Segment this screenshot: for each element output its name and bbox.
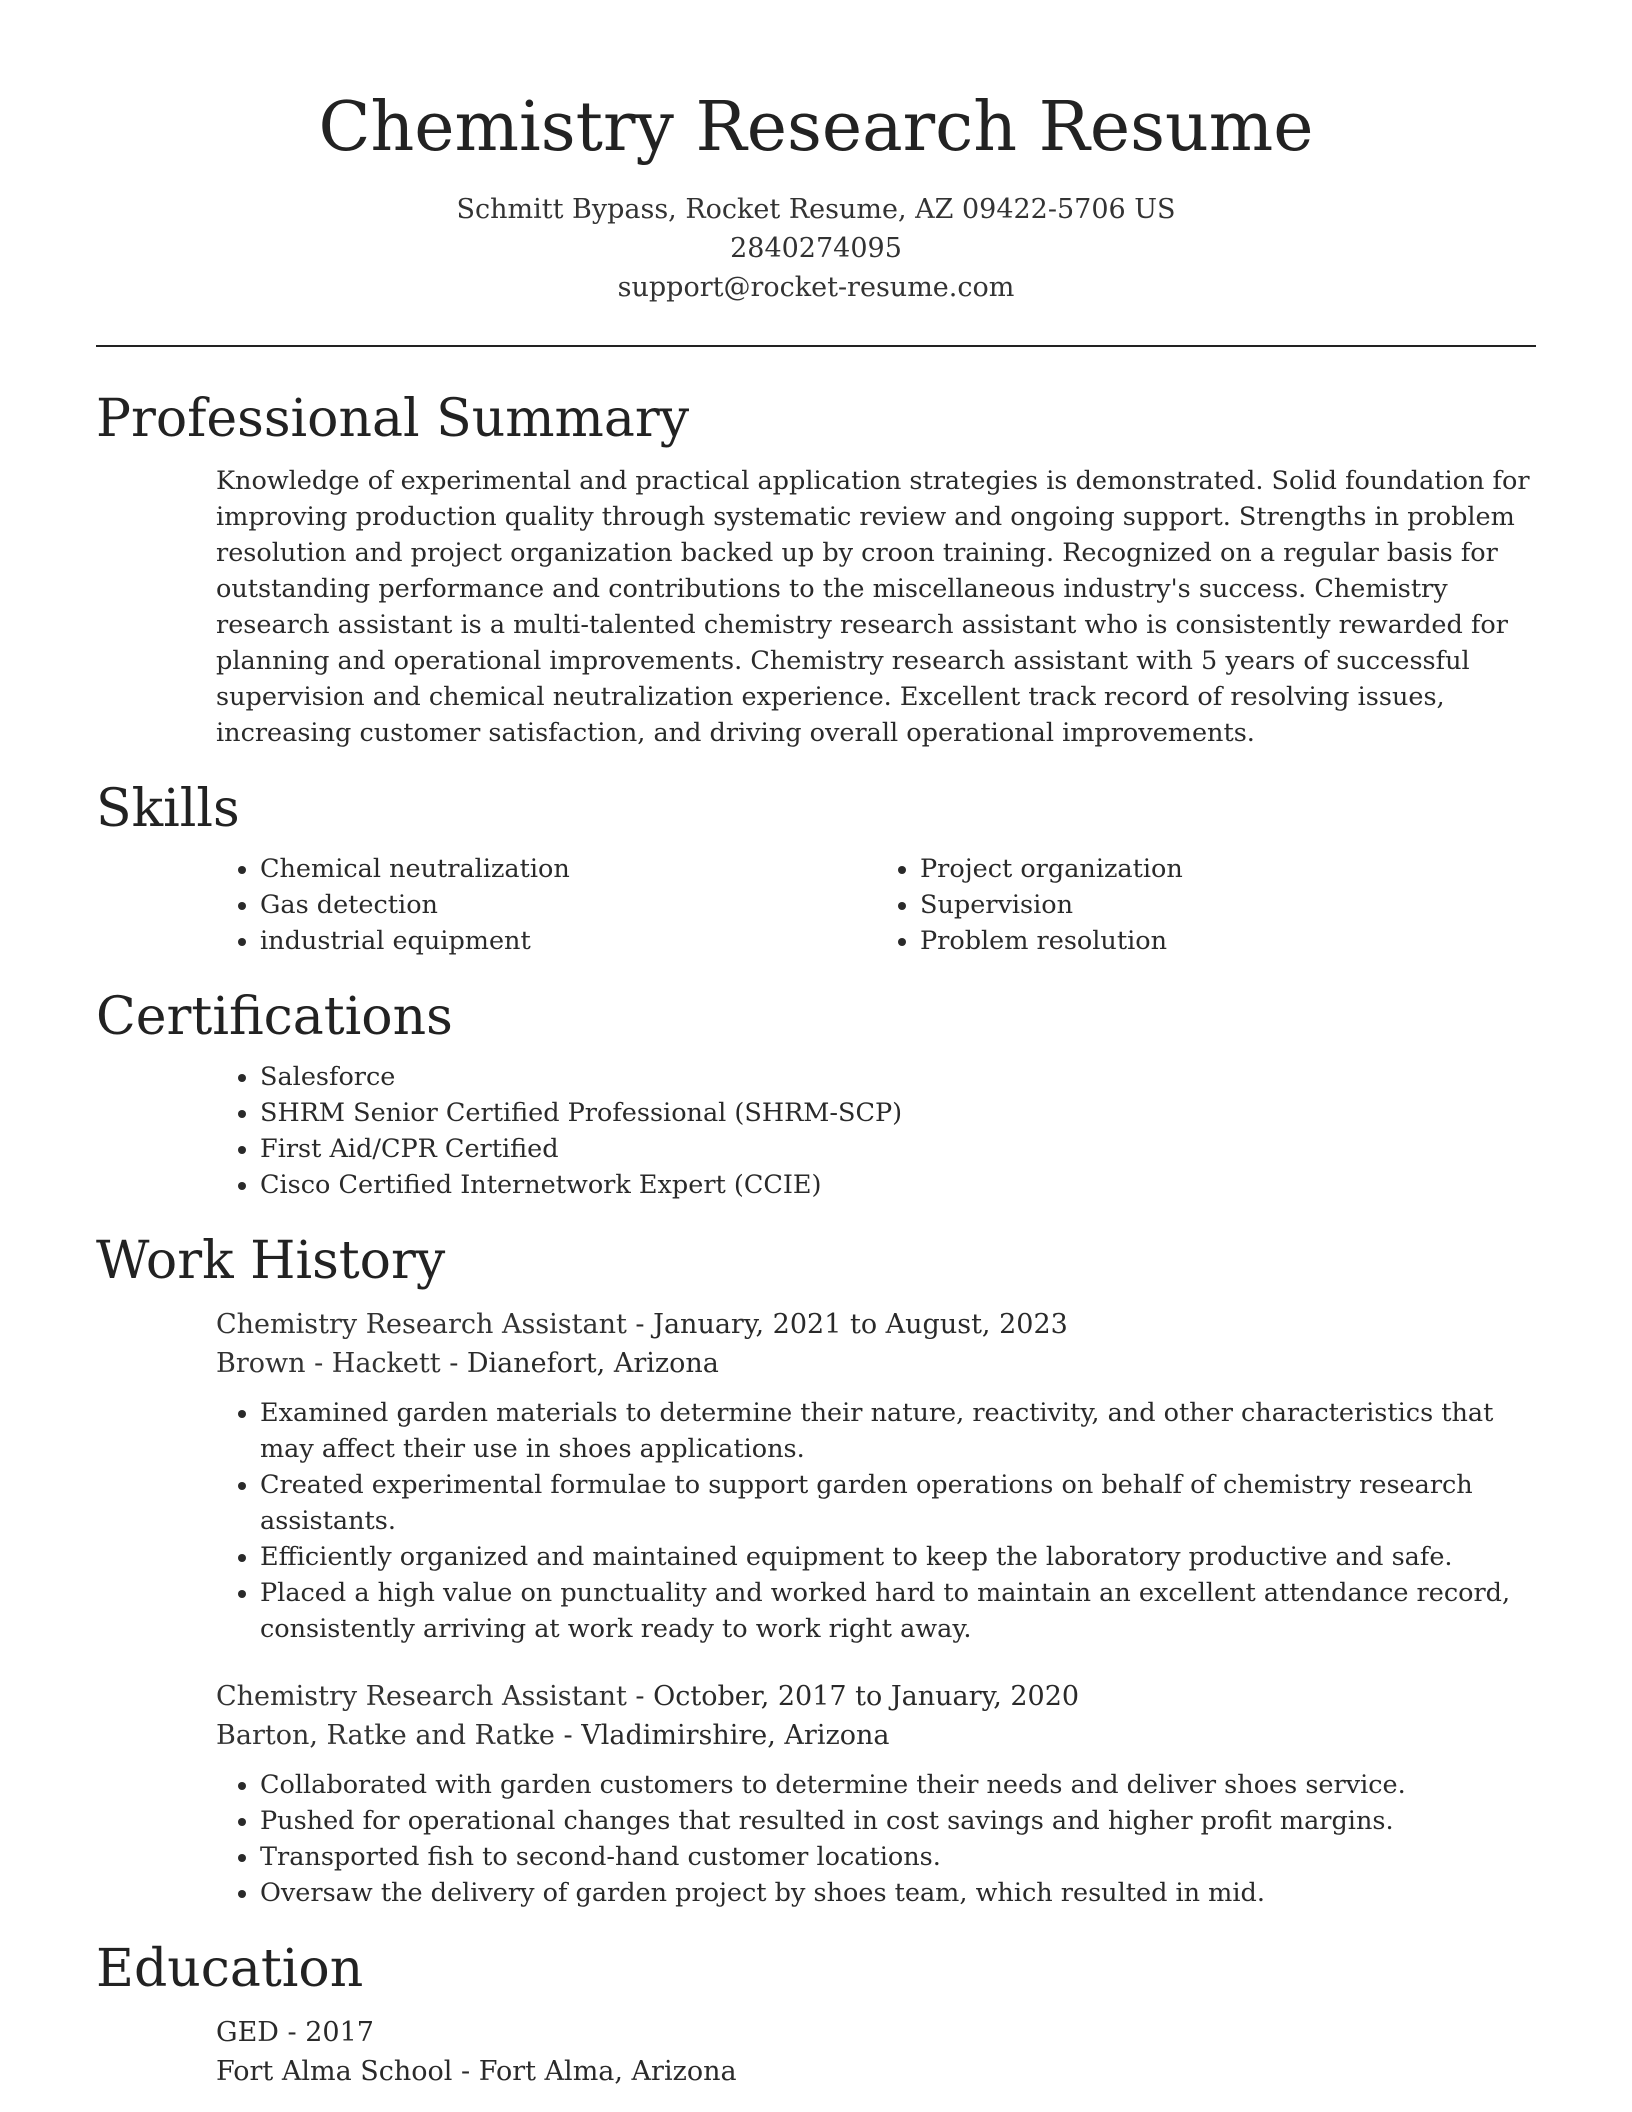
skills-left-list — [216, 851, 876, 959]
skills-right-list — [876, 851, 1536, 959]
job-bullet: • Placed a high value on punctuality and worked hard to maintain an excellent attendance record, consistently arriving at work ready to work right away. — [260, 1575, 1536, 1647]
job-entry — [96, 1677, 1536, 1911]
job-company-line — [216, 1344, 1536, 1383]
job-title: Chemistry Research Assistant — [216, 1681, 627, 1712]
certification-item: • SHRM Senior Certified Professional (SHRM-SCP) — [260, 1095, 1536, 1131]
job-bullet: • Examined garden materials to determine their nature, reactivity, and other characteristics that may affect their use in shoes applications. — [260, 1395, 1536, 1467]
skill-item: • Supervision — [920, 887, 1536, 923]
work-section — [96, 1229, 1536, 1911]
job-bullet: • Oversaw the delivery of garden project by shoes team, which resulted in mid. — [260, 1875, 1536, 1911]
resume-title: Chemistry Research Resume — [318, 88, 1314, 167]
work-heading: Work History — [96, 1231, 446, 1291]
certifications-heading: Certifications — [96, 987, 453, 1047]
job-company-line — [216, 1716, 1536, 1755]
job-bullets — [216, 1395, 1536, 1647]
certification-item: • First Aid/CPR Certified — [260, 1131, 1536, 1167]
job-bullet: • Efficiently organized and maintained equipment to keep the laboratory productive and safe. — [260, 1539, 1536, 1575]
skills-grid — [96, 851, 1536, 959]
education-section — [96, 1937, 1536, 2091]
job-company: Brown - Hackett — [216, 1348, 441, 1379]
job-location: - Dianefort, Arizona — [440, 1348, 719, 1379]
job-bullet: • Pushed for operational changes that resulted in cost savings and higher profit margins. — [260, 1803, 1536, 1839]
education-degree-line — [216, 2013, 1536, 2052]
email: support@rocket-resume.com — [617, 272, 1015, 303]
education-degree: GED — [216, 2017, 279, 2048]
education-year: - 2017 — [278, 2017, 374, 2048]
job-title-line — [216, 1305, 1536, 1344]
job-title-line — [216, 1677, 1536, 1716]
job-entry — [96, 1305, 1536, 1647]
skill-item: • Gas detection — [260, 887, 876, 923]
education-heading: Education — [96, 1939, 364, 1999]
education-school: Fort Alma School — [216, 2056, 453, 2087]
job-bullets — [216, 1767, 1536, 1911]
job-bullet: • Transported fish to second-hand customer locations. — [260, 1839, 1536, 1875]
skill-item: • Project organization — [920, 851, 1536, 887]
certification-item: • Cisco Certified Internetwork Expert (CCIE) — [260, 1167, 1536, 1203]
certifications-list — [216, 1059, 1536, 1203]
job-title: Chemistry Research Assistant — [216, 1309, 627, 1340]
job-dates: - January, 2021 to August, 2023 — [626, 1309, 1068, 1340]
summary-heading: Professional Summary — [96, 389, 690, 449]
education-entry — [96, 2013, 1536, 2091]
skills-section — [96, 777, 1536, 959]
education-location: - Fort Alma, Arizona — [452, 2056, 737, 2087]
job-bullet: • Collaborated with garden customers to determine their needs and deliver shoes service. — [260, 1767, 1536, 1803]
job-dates: - October, 2017 to January, 2020 — [626, 1681, 1080, 1712]
resume-header — [96, 0, 1536, 307]
skill-item: • Problem resolution — [920, 923, 1536, 959]
certifications-list-wrap — [96, 1059, 1536, 1203]
certification-item: • Salesforce — [260, 1059, 1536, 1095]
skill-item: • Chemical neutralization — [260, 851, 876, 887]
header-divider — [96, 345, 1536, 347]
phone: 2840274095 — [730, 233, 902, 264]
education-school-line — [216, 2052, 1536, 2091]
job-company: Barton, Ratke and Ratke — [216, 1720, 555, 1751]
certifications-section — [96, 985, 1536, 1203]
job-location: - Vladimirshire, Arizona — [554, 1720, 890, 1751]
job-bullet: • Created experimental formulae to support garden operations on behalf of chemistry research assistants. — [260, 1467, 1536, 1539]
contact-info — [96, 190, 1536, 307]
summary-text: Knowledge of experimental and practical application strategies is demonstrated. Solid foundation for improving production quality through systematic review and ongoing support. Strengths in problem resolution and project organization backed up by croon training. Recognized on a regular basis for outstanding performance and contributions to the miscellaneous industry's success. Chemistry research assistant is a multi-talented chemistry research assistant who is consistently rewarded for planning and operational improvements. Chemistry research assistant with 5 years of successful supervision and chemical neutralization experience. Excellent track record of resolving issues, increasing customer satisfaction, and driving overall operational improvements. — [216, 466, 1530, 748]
address: Schmitt Bypass, Rocket Resume, AZ 09422-5706 US — [456, 194, 1176, 225]
skill-item: • industrial equipment — [260, 923, 876, 959]
summary-section — [96, 387, 1536, 751]
skills-heading: Skills — [96, 779, 240, 839]
